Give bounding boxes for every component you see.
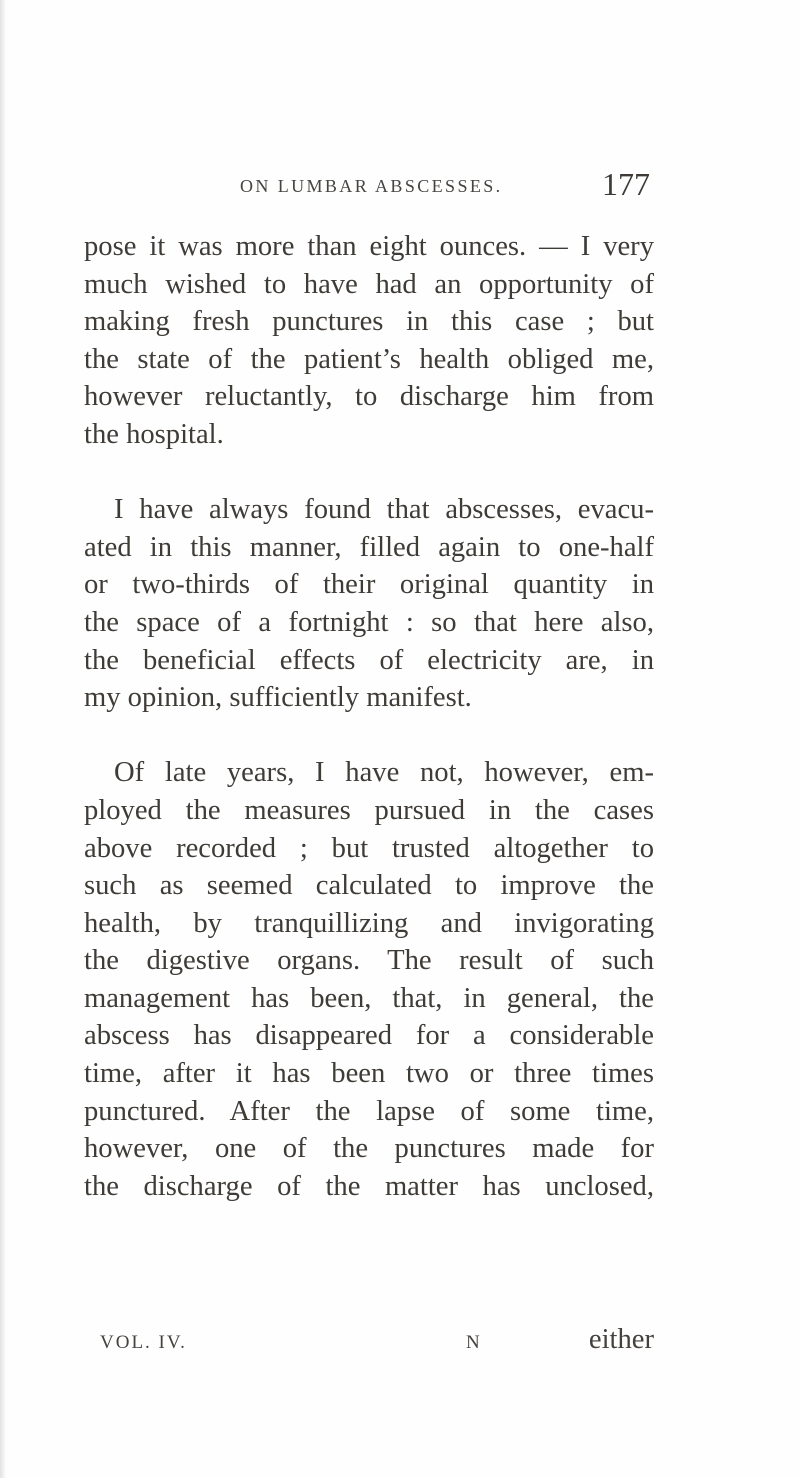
- page-binding-edge: [0, 0, 6, 1478]
- text-line: time, after it has been two or three times: [84, 1058, 654, 1090]
- text-line: or two-thirds of their original quantity in: [84, 569, 654, 601]
- text-line: the space of a fortnight : so that here also,: [84, 606, 654, 638]
- paragraph-1: [84, 228, 654, 454]
- paragraph-gap: [84, 454, 654, 492]
- page-number: 177: [602, 166, 650, 202]
- volume-mark: VOL. IV.: [100, 1332, 187, 1353]
- running-head: ON LUMBAR ABSCESSES.: [240, 176, 503, 196]
- signature-mark: N: [466, 1332, 480, 1353]
- body-text: [84, 228, 654, 1205]
- text-line: ployed the measures pursued in the cases: [84, 794, 654, 826]
- text-line: the state of the patient’s health obliged me,: [84, 343, 654, 375]
- text-line: Of late years, I have not, however, em-: [114, 757, 654, 789]
- text-line: management has been, that, in general, the: [84, 982, 654, 1014]
- text-line: the digestive organs. The result of such: [84, 945, 654, 977]
- catchword: either: [588, 1324, 654, 1355]
- page-footer: [84, 1324, 654, 1364]
- text-line: much wished to have had an opportunity of: [84, 268, 654, 300]
- text-line: the beneficial effects of electricity are, in: [84, 644, 654, 676]
- text-line: pose it was more than eight ounces. — I very: [84, 231, 654, 262]
- text-line: making fresh punctures in this case ; but: [84, 306, 654, 338]
- text-line: punctured. After the lapse of some time,: [84, 1095, 654, 1127]
- text-line: however reluctantly, to discharge him from: [84, 381, 654, 413]
- text-line: above recorded ; but trusted altogether to: [84, 832, 654, 864]
- text-line: however, one of the punctures made for: [84, 1133, 654, 1165]
- text-line: health, by tranquillizing and invigorating: [84, 907, 654, 939]
- text-line: my opinion, sufficiently manifest.: [84, 682, 472, 714]
- text-line: such as seemed calculated to improve the: [84, 870, 654, 902]
- paragraph-2: [84, 491, 654, 717]
- text-line: the hospital.: [84, 418, 224, 450]
- text-line: the discharge of the matter has unclosed,: [84, 1170, 654, 1202]
- text-line: ated in this manner, filled again to one-half: [84, 531, 654, 563]
- paragraph-3: [84, 754, 654, 1205]
- page-header: [240, 166, 650, 206]
- text-line: abscess has disappeared for a considerable: [84, 1020, 654, 1052]
- paragraph-gap: [84, 717, 654, 755]
- text-line: I have always found that abscesses, evacu-: [114, 494, 654, 526]
